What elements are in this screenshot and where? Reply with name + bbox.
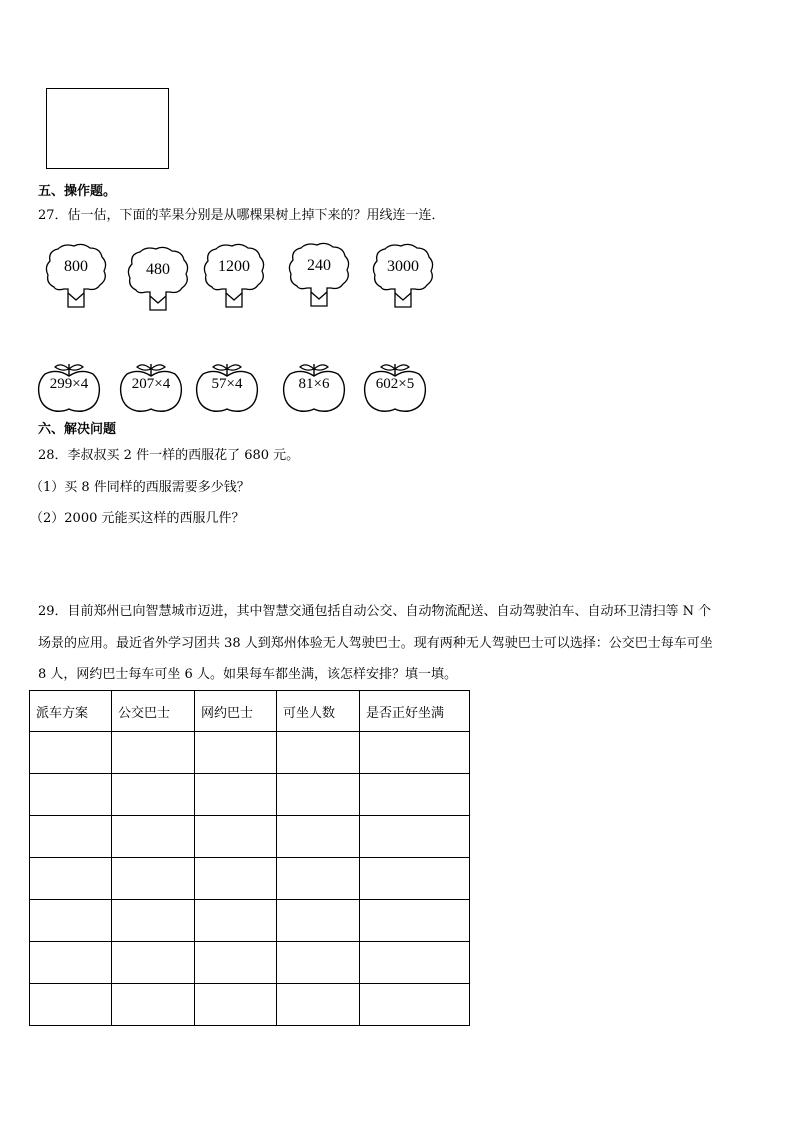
answer-cell[interactable] [195,732,277,774]
tree-icon [44,243,108,309]
answer-cell[interactable] [112,816,195,858]
tree-1 [44,243,108,309]
apple-3 [195,362,259,414]
section-6-heading: 六、解决问题 [38,422,117,437]
table-row [30,816,470,858]
apple-5 [363,362,427,414]
header-cell: 可坐人数 [277,691,360,732]
answer-cell[interactable] [277,900,360,942]
tree-value: 3000 [387,258,419,275]
question-27-prompt: 27．估一估，下面的苹果分别是从哪棵果树上掉下来的？用线连一连． [38,208,445,223]
section-5-heading: 五、操作题。 [38,184,117,199]
answer-cell[interactable] [30,984,112,1026]
tree-value: 800 [64,258,88,275]
table-row [30,942,470,984]
apple-expression: 299×4 [49,376,89,392]
answer-cell[interactable] [30,774,112,816]
header-cell: 是否正好坐满 [360,691,470,732]
answer-cell[interactable] [277,858,360,900]
apple-1 [37,362,101,414]
tree-icon [202,243,266,309]
apple-expression: 57×4 [211,376,243,392]
answer-cell[interactable] [30,732,112,774]
question-28-sub-2: （2）2000 元能买这样的西服几件？ [30,511,245,526]
answer-cell[interactable] [112,942,195,984]
answer-cell[interactable] [360,942,470,984]
answer-table [29,690,470,1026]
answer-cell[interactable] [112,984,195,1026]
answer-cell[interactable] [360,732,470,774]
question-28-sub-1: （1）买 8 件同样的西服需要多少钱？ [30,480,250,495]
answer-cell[interactable] [277,984,360,1026]
apple-4 [282,362,346,414]
answer-cell[interactable] [195,858,277,900]
answer-cell[interactable] [195,942,277,984]
tree-icon [126,246,190,312]
answer-cell[interactable] [30,816,112,858]
answer-cell[interactable] [195,900,277,942]
header-cell: 网约巴士 [195,691,277,732]
table-row [30,984,470,1026]
answer-cell[interactable] [360,774,470,816]
table-row [30,900,470,942]
drawing-box [46,88,169,169]
apple-2 [119,362,183,414]
question-29-line-3: 8 人，网约巴士每车可坐 6 人。如果每车都坐满，该怎样安排？填一填。 [38,667,457,682]
answer-cell[interactable] [112,732,195,774]
answer-cell[interactable] [277,816,360,858]
answer-cell[interactable] [277,942,360,984]
tree-value: 240 [307,257,331,274]
header-cell: 公交巴士 [112,691,195,732]
question-29-line-2: 场景的应用。最近省外学习团共 38 人到郑州体验无人驾驶巴士。现有两种无人驾驶巴士可以选择：公交巴士每车可坐 [38,636,713,651]
tree-4 [287,242,351,308]
answer-cell[interactable] [30,900,112,942]
answer-cell[interactable] [360,858,470,900]
answer-cell[interactable] [360,984,470,1026]
tree-value: 480 [146,261,170,278]
table-row [30,858,470,900]
apple-expression: 602×5 [375,376,415,392]
apple-expression: 81×6 [298,376,330,392]
answer-cell[interactable] [277,732,360,774]
question-28-prompt: 28．李叔叔买 2 件一样的西服花了 680 元。 [38,448,300,463]
answer-cell[interactable] [112,858,195,900]
question-29-line-1: 29．目前郑州已向智慧城市迈进，其中智慧交通包括自动公交、自动物流配送、自动驾驶泊车、自动环卫清扫等 N 个 [38,604,712,619]
answer-cell[interactable] [195,984,277,1026]
table-row [30,732,470,774]
answer-cell[interactable] [30,858,112,900]
tree-2 [126,246,190,312]
answer-cell[interactable] [112,900,195,942]
table-header-row [30,691,470,732]
answer-cell[interactable] [112,774,195,816]
tree-5 [371,243,435,309]
tree-3 [202,243,266,309]
answer-cell[interactable] [360,900,470,942]
tree-icon [371,243,435,309]
tree-icon [287,242,351,308]
tree-value: 1200 [218,258,250,275]
apple-expression: 207×4 [131,376,171,392]
answer-cell[interactable] [360,816,470,858]
answer-cell[interactable] [195,774,277,816]
answer-cell[interactable] [277,774,360,816]
answer-cell[interactable] [30,942,112,984]
table-row [30,774,470,816]
answer-cell[interactable] [195,816,277,858]
header-cell: 派车方案 [30,691,112,732]
